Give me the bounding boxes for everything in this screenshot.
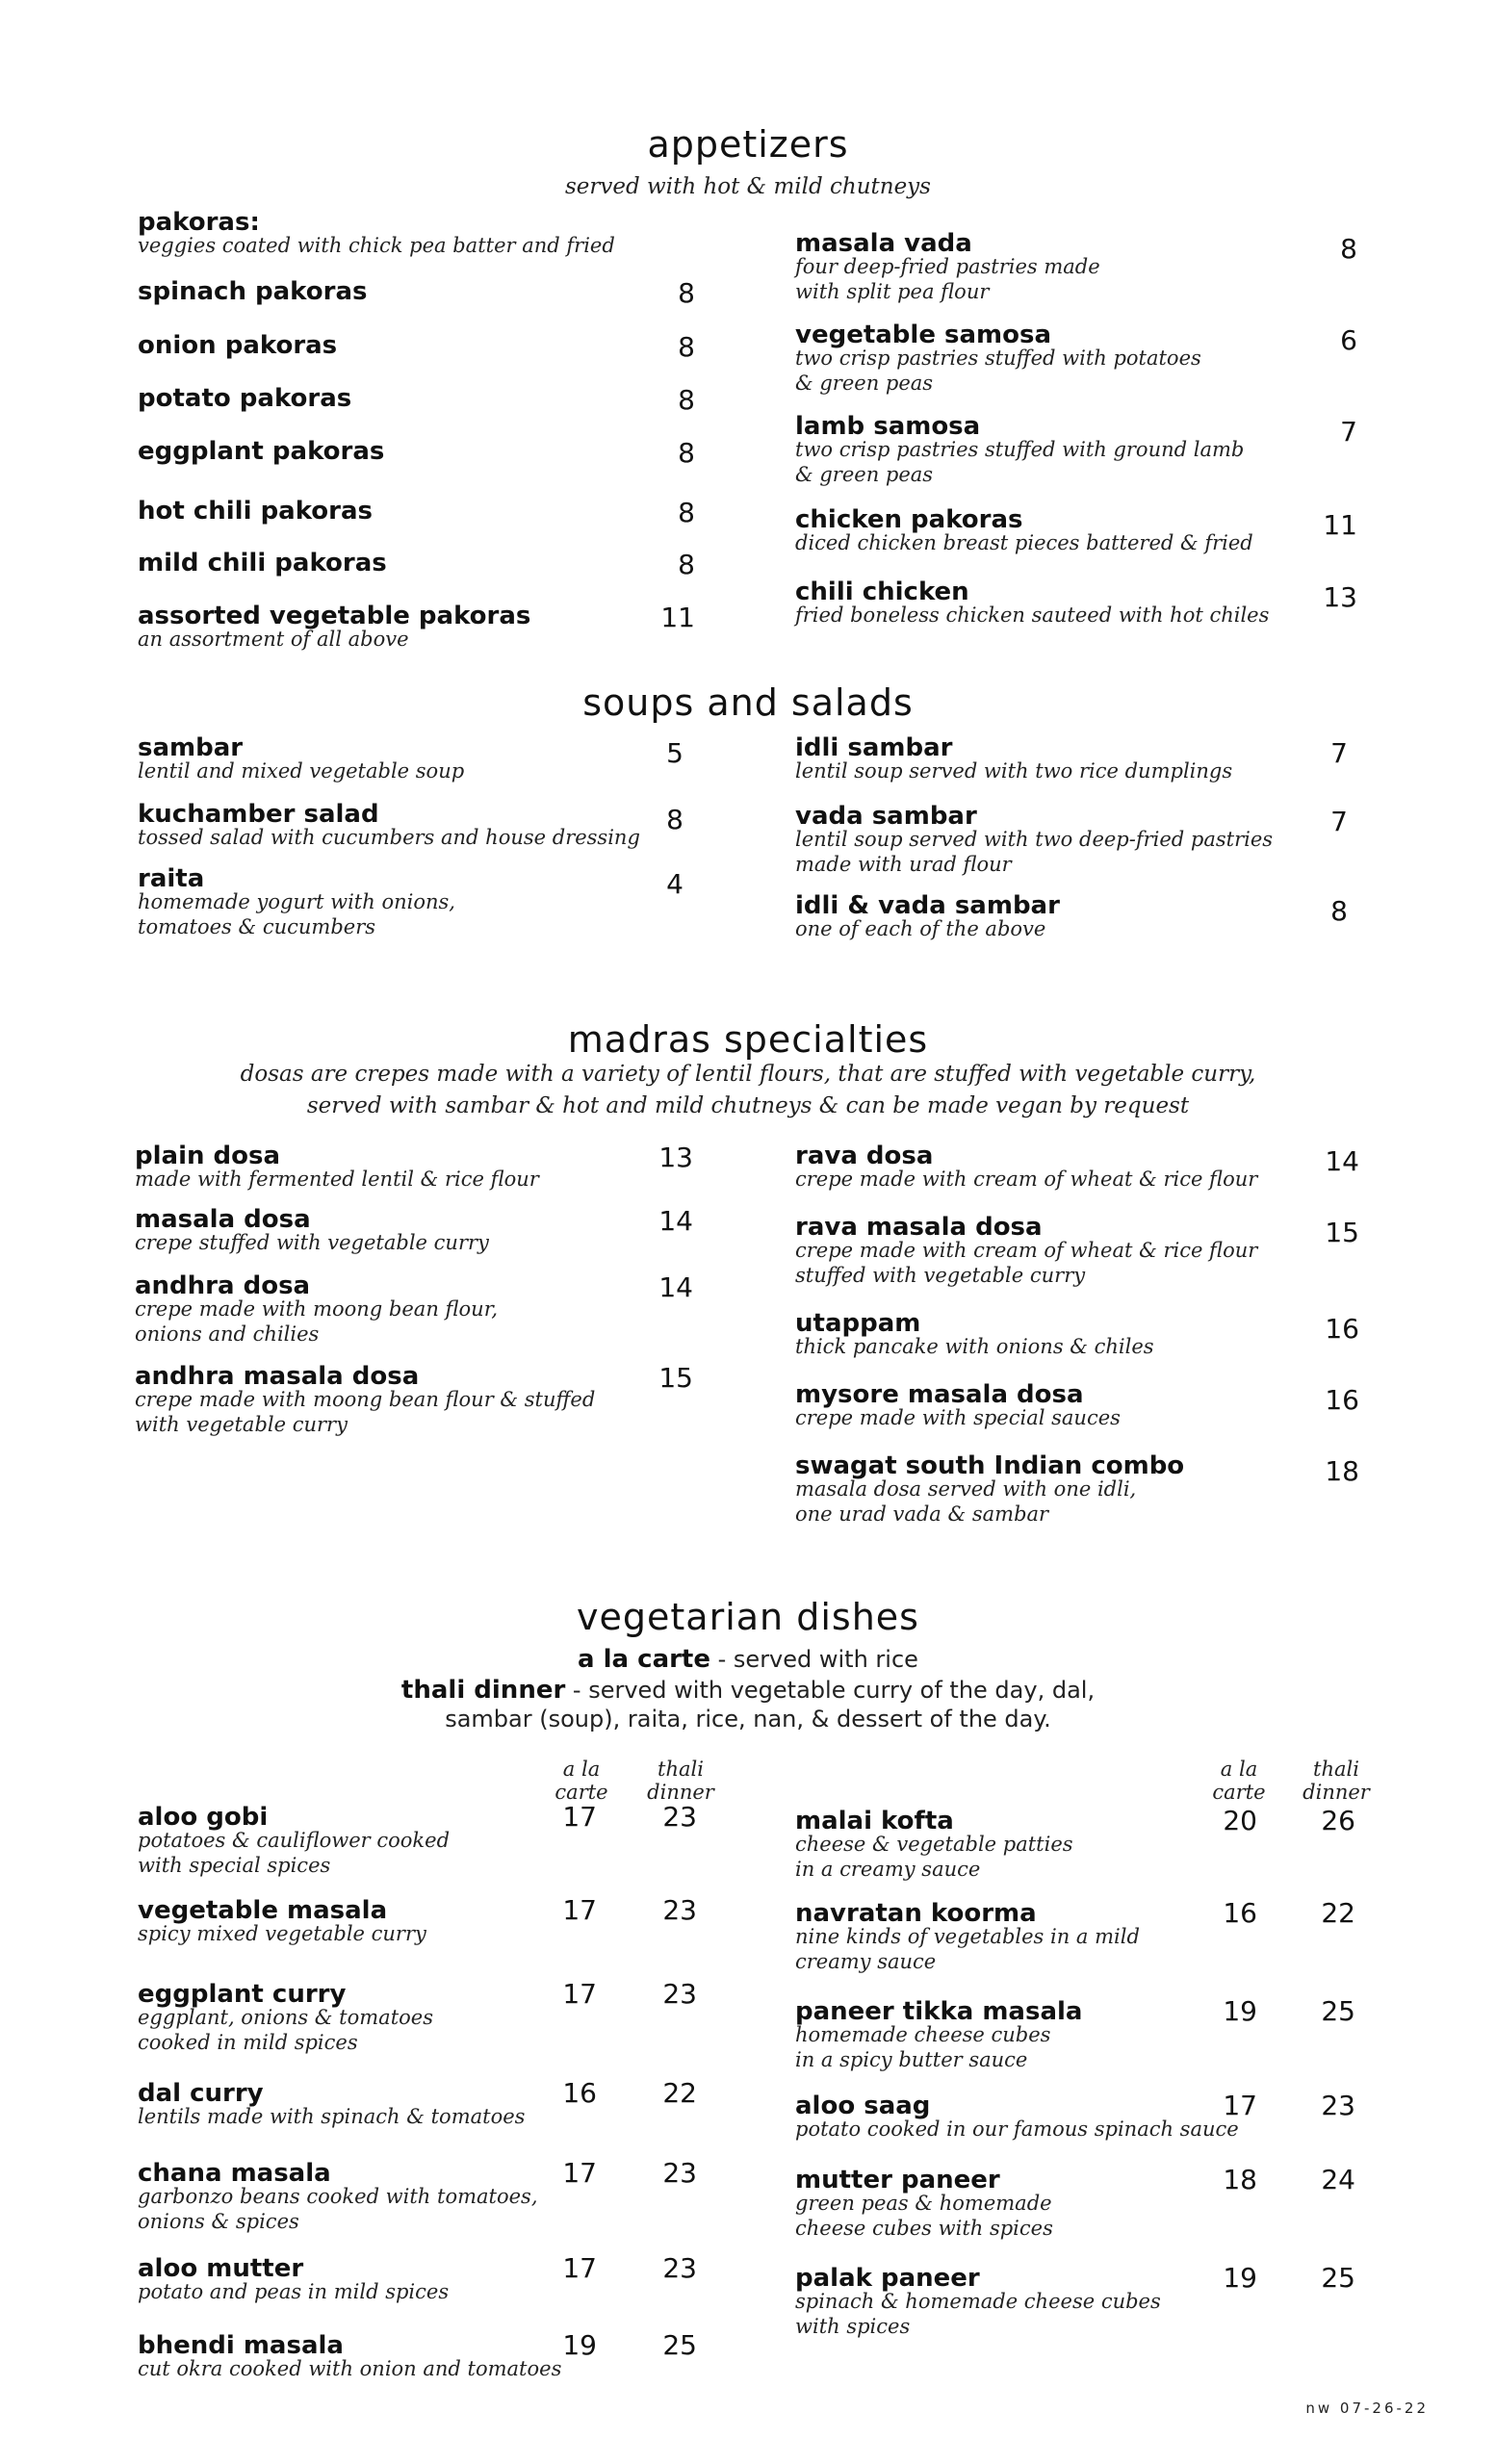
item-price: 15: [658, 1362, 693, 1394]
madras-subtitle-line2: served with sambar & hot and mild chutneys & can be made vegan by request: [306, 1093, 1190, 1118]
item-name: onion pakoras: [138, 331, 338, 360]
vegetarian-title: vegetarian dishes: [577, 1596, 919, 1638]
menu-item: [138, 549, 387, 578]
item-name: idli & vada sambar: [795, 891, 1060, 920]
alacarte-text: - served with rice: [710, 1646, 918, 1673]
item-description: two crisp pastries stuffed with ground lamb & green peas: [795, 438, 1245, 486]
price-thali: 25: [1321, 1995, 1355, 2027]
menu-item: [795, 2166, 1053, 2241]
pakoras-description: veggies coated with chick pea batter and fried: [138, 234, 615, 257]
item-description: garbonzo beans cooked with tomatoes, onions & spices: [138, 2185, 538, 2233]
item-name: vegetable masala: [138, 1896, 388, 1925]
item-price: 15: [1325, 1217, 1359, 1248]
menu-item: [135, 1142, 539, 1192]
item-description: tossed salad with cucumbers and house dressing: [138, 826, 640, 849]
menu-item: [138, 384, 351, 413]
item-name: idli sambar: [795, 733, 953, 762]
item-name: swagat south Indian combo: [795, 1451, 1185, 1480]
price-alacarte: 19: [1223, 1995, 1257, 2027]
menu-item: [138, 2159, 538, 2234]
item-name: chili chicken: [795, 578, 969, 606]
item-description: nine kinds of vegetables in a mild creamy sauce: [795, 1925, 1140, 1973]
item-name: mild chili pakoras: [138, 549, 387, 578]
menu-item: [138, 2254, 449, 2304]
menu-item: [795, 1380, 1121, 1430]
item-name: masala vada: [795, 229, 972, 258]
menu-item: [795, 891, 1060, 941]
item-price: 11: [660, 602, 695, 633]
item-description: lentils made with spinach & tomatoes: [138, 2105, 526, 2128]
madras-subtitle-line1: dosas are crepes made with a variety of lentil flours, that are stuffed with vegetable curry,: [240, 1062, 1256, 1087]
menu-item: [795, 321, 1201, 396]
menu-item: [795, 578, 1269, 628]
item-price: 14: [658, 1205, 693, 1237]
item-price: 7: [1340, 416, 1357, 448]
col-header-thali-right: thali dinner: [1303, 1758, 1370, 1804]
menu-item: [795, 1451, 1184, 1527]
item-name: vada sambar: [795, 802, 977, 831]
item-name: aloo mutter: [138, 2254, 304, 2283]
price-alacarte: 17: [562, 1801, 597, 1833]
item-description: cheese & vegetable patties in a creamy sauce: [795, 1833, 1073, 1881]
item-name: andhra dosa: [135, 1271, 311, 1300]
price-thali: 23: [662, 2252, 697, 2284]
menu-item: [138, 437, 384, 466]
item-name: vegetable samosa: [795, 321, 1052, 349]
menu-item: [795, 2264, 1161, 2339]
menu-item: [138, 602, 530, 652]
price-alacarte: 18: [1223, 2164, 1257, 2195]
item-name: andhra masala dosa: [135, 1362, 420, 1391]
menu-item: [135, 1205, 489, 1255]
item-price: 7: [1330, 737, 1348, 769]
menu-item: [795, 412, 1244, 487]
price-thali: 24: [1321, 2164, 1355, 2195]
menu-item: [138, 331, 337, 360]
item-price: 8: [678, 549, 695, 580]
item-description: two crisp pastries stuffed with potatoes & green peas: [795, 346, 1201, 395]
item-name: mutter paneer: [795, 2166, 1000, 2194]
item-name: mysore masala dosa: [795, 1380, 1084, 1409]
item-description: crepe made with moong bean flour & stuffed with vegetable curry: [135, 1388, 596, 1436]
price-alacarte: 17: [562, 2252, 597, 2284]
price-alacarte: 16: [562, 2077, 597, 2109]
appetizers-title: appetizers: [647, 123, 849, 166]
col-header-thali-left: thali dinner: [647, 1758, 714, 1804]
item-name: malai kofta: [795, 1807, 954, 1835]
item-name: paneer tikka masala: [795, 1997, 1083, 2026]
price-alacarte: 20: [1223, 1805, 1257, 1836]
item-name: assorted vegetable pakoras: [138, 602, 531, 630]
item-name: lamb samosa: [795, 412, 981, 441]
menu-item: [138, 800, 640, 850]
menu-item: [138, 2079, 525, 2129]
menu-item: [138, 1980, 433, 2055]
item-description: an assortment of all above: [138, 628, 409, 651]
item-name: utappam: [795, 1309, 921, 1338]
item-price: 8: [666, 804, 684, 835]
item-price: 14: [658, 1271, 693, 1303]
item-name: chana masala: [138, 2159, 331, 2188]
item-description: potatoes & cauliflower cooked with special spices: [138, 1829, 451, 1877]
menu-item: [795, 2092, 1239, 2142]
thali-info: [0, 1675, 1496, 1706]
price-thali: 25: [662, 2329, 697, 2361]
item-name: kuchamber salad: [138, 800, 379, 829]
item-name: rava masala dosa: [795, 1213, 1043, 1242]
price-thali: 22: [1321, 1897, 1355, 1929]
menu-item: [795, 1807, 1073, 1882]
item-price: 8: [678, 497, 695, 528]
item-description: cut okra cooked with onion and tomatoes: [138, 2357, 562, 2380]
item-price: 11: [1323, 509, 1357, 541]
item-description: spicy mixed vegetable curry: [138, 1922, 426, 1945]
price-thali: 23: [662, 1801, 697, 1833]
item-description: thick pancake with onions & chiles: [795, 1335, 1154, 1358]
menu-item: [795, 802, 1273, 877]
item-price: 16: [1325, 1313, 1359, 1345]
item-name: hot chili pakoras: [138, 497, 374, 526]
menu-item: [795, 1899, 1140, 1974]
item-description: homemade yogurt with onions, tomatoes & cucumbers: [138, 890, 455, 938]
appetizers-subtitle: served with hot & mild chutneys: [565, 174, 931, 199]
item-price: 8: [1340, 233, 1357, 265]
menu-item: [138, 733, 464, 783]
item-name: aloo saag: [795, 2092, 931, 2120]
footer-code: nw 07-26-22: [1305, 2400, 1429, 2417]
price-alacarte: 17: [562, 1978, 597, 2010]
item-description: lentil soup served with two rice dumplings: [795, 759, 1233, 783]
item-name: chicken pakoras: [795, 505, 1023, 534]
item-name: potato pakoras: [138, 384, 352, 413]
menu-item: [795, 1997, 1082, 2072]
item-price: 7: [1330, 806, 1348, 837]
item-description: green peas & homemade cheese cubes with spices: [795, 2192, 1053, 2240]
thali-label: thali dinner: [400, 1676, 566, 1705]
item-description: homemade cheese cubes in a spicy butter sauce: [795, 2023, 1051, 2071]
item-description: crepe stuffed with vegetable curry: [135, 1231, 489, 1254]
item-description: lentil soup served with two deep-fried pastries made with urad flour: [795, 828, 1274, 876]
item-name: eggplant pakoras: [138, 437, 385, 466]
item-price: 8: [678, 277, 695, 309]
madras-title: madras specialties: [567, 1018, 929, 1061]
alacarte-info: [0, 1644, 1496, 1675]
item-name: sambar: [138, 733, 244, 762]
item-description: potato cooked in our famous spinach sauce: [795, 2118, 1239, 2141]
item-description: spinach & homemade cheese cubes with spices: [795, 2290, 1161, 2338]
item-description: fried boneless chicken sauteed with hot chiles: [795, 603, 1270, 627]
menu-item: [795, 1142, 1257, 1192]
menu-item: [138, 1896, 426, 1946]
menu-item: [795, 1213, 1257, 1288]
thali-info-line2: sambar (soup), raita, rice, nan, & dessert of the day.: [445, 1706, 1051, 1732]
item-name: plain dosa: [135, 1142, 281, 1170]
item-price: 6: [1340, 324, 1357, 356]
soups-title: soups and salads: [582, 681, 914, 724]
item-description: crepe made with moong bean flour, onions and chilies: [135, 1297, 499, 1346]
item-price: 4: [666, 868, 684, 900]
menu-item: [138, 497, 373, 526]
price-alacarte: 17: [562, 2157, 597, 2189]
item-name: bhendi masala: [138, 2331, 344, 2360]
item-price: 14: [1325, 1145, 1359, 1177]
item-description: eggplant, onions & tomatoes cooked in mild spices: [138, 2006, 433, 2054]
menu-item: [138, 1803, 450, 1878]
price-thali: 25: [1321, 2262, 1355, 2294]
item-price: 13: [1323, 581, 1357, 613]
menu-item: [138, 864, 455, 939]
menu-item: [795, 229, 1100, 304]
item-price: 8: [678, 331, 695, 363]
pakoras-heading-block: [138, 208, 615, 258]
pakoras-heading: pakoras:: [138, 208, 260, 237]
item-description: crepe made with cream of wheat & rice flour stuffed with vegetable curry: [795, 1239, 1258, 1287]
col-header-alacarte-left: a la carte: [555, 1758, 608, 1804]
item-price: 18: [1325, 1455, 1359, 1487]
item-name: navratan koorma: [795, 1899, 1037, 1928]
price-thali: 23: [1321, 2090, 1355, 2121]
item-name: rava dosa: [795, 1142, 934, 1170]
price-alacarte: 17: [1223, 2090, 1257, 2121]
menu-item: [138, 2331, 561, 2381]
item-name: masala dosa: [135, 1205, 311, 1234]
item-description: potato and peas in mild spices: [138, 2280, 450, 2303]
item-price: 8: [678, 437, 695, 469]
item-name: raita: [138, 864, 205, 893]
item-price: 5: [666, 737, 684, 769]
menu-item: [795, 1309, 1154, 1359]
item-description: crepe made with cream of wheat & rice flour: [795, 1168, 1258, 1191]
item-description: diced chicken breast pieces battered & fried: [795, 531, 1253, 554]
price-thali: 23: [662, 1894, 697, 1926]
menu-item: [795, 733, 1232, 783]
item-description: lentil and mixed vegetable soup: [138, 759, 465, 783]
item-description: masala dosa served with one idli, one urad vada & sambar: [795, 1477, 1137, 1526]
price-thali: 22: [662, 2077, 697, 2109]
price-alacarte: 17: [562, 1894, 597, 1926]
price-thali: 23: [662, 1978, 697, 2010]
item-name: aloo gobi: [138, 1803, 269, 1832]
item-name: eggplant curry: [138, 1980, 347, 2009]
item-price: 16: [1325, 1384, 1359, 1416]
item-description: crepe made with special sauces: [795, 1406, 1121, 1429]
item-price: 13: [658, 1142, 693, 1173]
item-name: spinach pakoras: [138, 277, 368, 306]
col-header-alacarte-right: a la carte: [1212, 1758, 1266, 1804]
item-description: one of each of the above: [795, 917, 1046, 940]
price-thali: 26: [1321, 1805, 1355, 1836]
item-price: 8: [678, 384, 695, 416]
price-alacarte: 19: [1223, 2262, 1257, 2294]
item-price: 8: [1330, 895, 1348, 927]
menu-item: [135, 1362, 595, 1437]
price-thali: 23: [662, 2157, 697, 2189]
price-alacarte: 16: [1223, 1897, 1257, 1929]
price-alacarte: 19: [562, 2329, 597, 2361]
menu-item: [138, 277, 367, 306]
menu-item: [135, 1271, 498, 1347]
item-description: made with fermented lentil & rice flour: [135, 1168, 539, 1191]
alacarte-label: a la carte: [578, 1645, 710, 1674]
item-description: four deep-fried pastries made with split pea flour: [795, 255, 1100, 303]
item-name: palak paneer: [795, 2264, 980, 2293]
item-name: dal curry: [138, 2079, 264, 2108]
thali-text: - served with vegetable curry of the day, dal,: [565, 1677, 1096, 1704]
menu-item: [795, 505, 1253, 555]
